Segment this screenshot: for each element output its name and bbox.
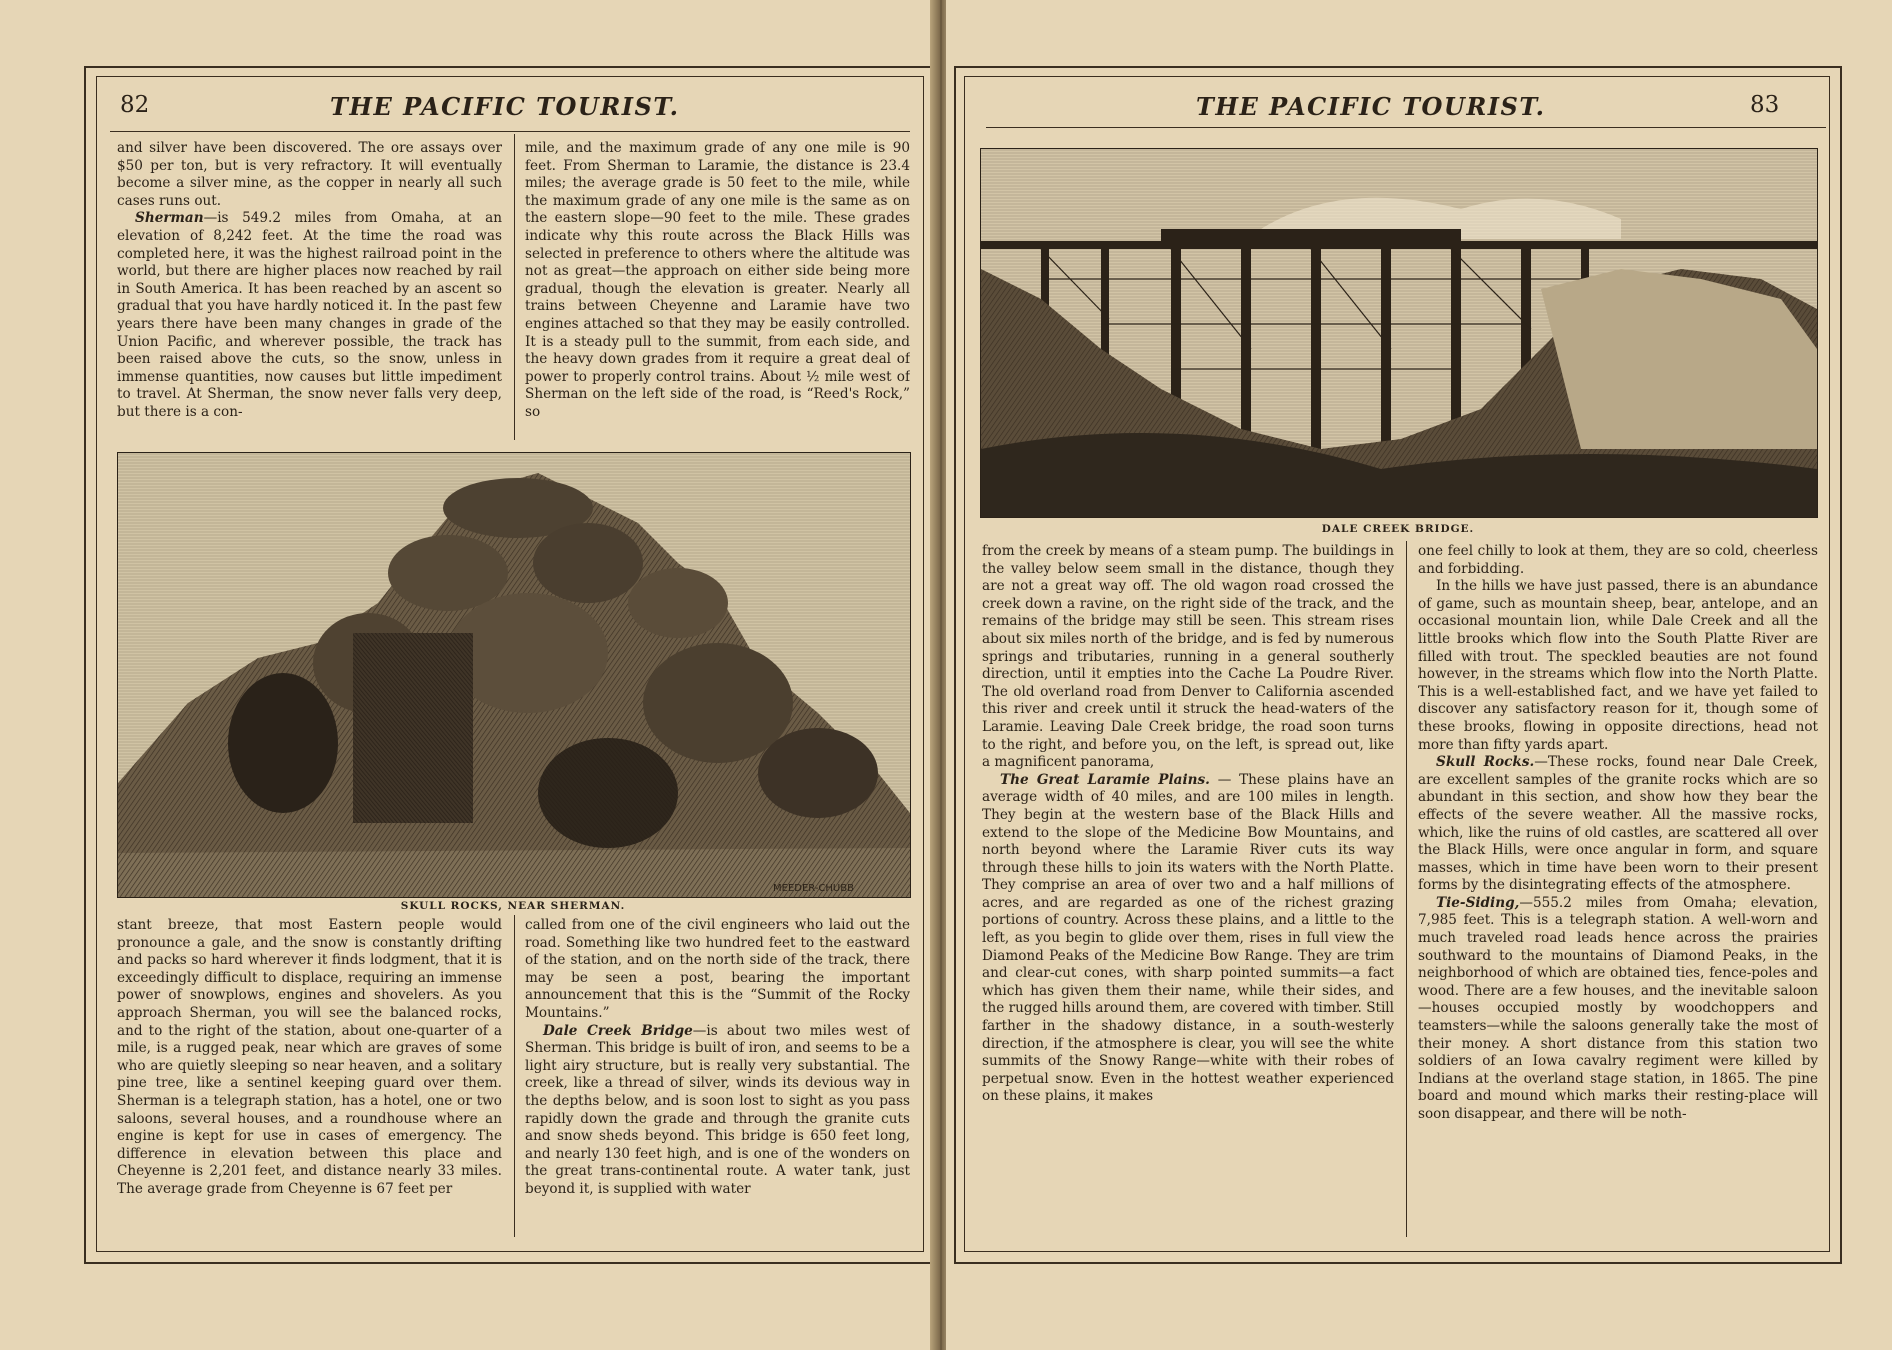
text-column [117, 140, 502, 440]
paragraph [525, 1023, 910, 1199]
paragraph-heading: Skull Rocks. [1436, 754, 1535, 771]
paragraph-text: —555.2 miles from Omaha; elevation, 7,985 feet. This is a telegraph station. A well-worn and much traveled road leads hence across the prairies southward to the mountains of Diamond Peaks, in the neighborhood of which are obtained ties, fence-poles and wood. There are a few houses, and the inevitable saloon—houses occupied mostly by woodchoppers and teamsters—while the saloons generally take the most of their money. A short distance from this station two soldiers of an Iowa cavalry regiment were killed by Indians at the overland stage station, in 1865. The pine board and mound which marks their resting-place will soon disappear, and there will be noth- [1418, 894, 1818, 1122]
paragraph [1418, 578, 1818, 754]
paragraph [117, 210, 502, 421]
page-number: 82 [120, 92, 150, 118]
paragraph-heading: The Great Laramie Plains. [1000, 771, 1210, 788]
paragraph-heading: Sherman [135, 210, 204, 227]
illustration-caption: SKULL ROCKS, NEAR SHERMAN. [400, 900, 626, 912]
text-column [525, 140, 910, 440]
skull-rocks-engraving [118, 453, 910, 897]
paragraph [1418, 543, 1818, 578]
column-rule [514, 134, 515, 440]
paragraph-text: In the hills we have just passed, there is an abundance of game, such as mountain sheep, bear, antelope, and an occasional mountain lion, while Dale Creek and all the little brooks which flow into the South Platte River are filled with trout. The speckled beauties are not found however, in the streams which flow into the North Platte. This is a well-established fact, and we have yet failed to discover any satisfactory reason for it, though some of these brooks, flowing in opposite directions, head not more than fifty yards apart. [1418, 578, 1818, 753]
paragraph-text: and silver have been discovered. The ore assays over $50 per ton, but is very refractory. It will eventually become a silver mine, as the copper in nearly all such cases runs out. [117, 140, 502, 209]
paragraph [525, 917, 910, 1023]
skull-rocks-illustration [117, 452, 911, 898]
column-rule [514, 915, 515, 1237]
text-column [982, 543, 1394, 1235]
paragraph-text: —is 549.2 miles from Omaha, at an elevation of 8,242 feet. At the time the road was completed here, it was the highest railroad point in the world, but there are higher places now reached by rail in South America. It has been reached by an ascent so gradual that you have hardly noticed it. In the past few years there have been many changes in grade of the Union Pacific, and wherever possible, the track has been raised above the cuts, so the snow, unless in immense quantities, now causes but little impediment to travel. At Sherman, the snow never falls very deep, but there is a con- [117, 210, 502, 420]
paragraph-text: called from one of the civil engineers who laid out the road. Something like two hundred feet to the eastward of the station, and on the north side of the track, there may be seen a post, bearing the important announcement that this is the “Summit of the Rocky Mountains.” [525, 917, 910, 1021]
page-number: 83 [1750, 92, 1780, 118]
paragraph-text: from the creek by means of a steam pump. The buildings in the valley below seem small in the distance, though they are not a great way off. The old wagon road crossed the creek down a ravine, on the right side of the track, and the remains of the bridge may still be seen. This stream rises about six miles north of the bridge, and is fed by numerous springs and tributaries, running in a general southerly direction, until it empties into the Cache La Poudre River. The old overland road from Denver to California ascended this river and creek until it struck the head-waters of the Laramie. Leaving Dale Creek bridge, the road soon turns to the right, and before you, on the left, is spread out, like a magnificent panorama, [982, 543, 1394, 771]
paragraph [982, 543, 1394, 772]
header-rule [110, 131, 910, 132]
text-column [1418, 543, 1818, 1235]
paragraph [1418, 754, 1818, 895]
header-rule [986, 127, 1826, 128]
running-head: THE PACIFIC TOURIST. [1196, 92, 1546, 121]
paragraph-heading: Dale Creek Bridge [543, 1022, 693, 1039]
paragraph-text: —is about two miles west of Sherman. This bridge is built of iron, and seems to be a light airy structure, but is really very substantial. The creek, like a thread of silver, winds its devious way in the depths below, and is soon lost to sight as you pass rapidly down the grade and through the granite cuts and snow sheds beyond. This bridge is 650 feet long, and nearly 130 feet high, and is one of the wonders on the great trans-continental route. A water tank, just beyond it, is supplied with water [525, 1022, 910, 1197]
paragraph-text: —These rocks, found near Dale Creek, are excellent samples of the granite rocks which are so abundant in this section, and show how they bear the effects of the severe weather. All the massive rocks, which, like the ruins of old castles, are scattered all over the Black Hills, were once angular in form, and square masses, which in time have been worn to their present forms by the disintegrating effects of the atmosphere. [1418, 754, 1818, 894]
right-page [946, 0, 1892, 1350]
paragraph-text: mile, and the maximum grade of any one mile is 90 feet. From Sherman to Laramie, the distance is 23.4 miles; the average grade is 50 feet to the mile, while the maximum grade of any one mile is the same as on the eastern slope—90 feet to the mile. These grades indicate why this route across the Black Hills was selected in preference to others where the altitude was not as great—the approach on either side being more gradual, though the elevation is greater. Nearly all trains between Cheyenne and Laramie have two engines attached so that they may be easily controlled. It is a steady pull to the summit, from each side, and the heavy down grades from it require a great deal of power to properly control trains. About ½ mile west of Sherman on the left side of the road, is “Reed's Rock,” so [525, 140, 910, 420]
text-column [117, 917, 502, 1235]
left-page [0, 0, 938, 1350]
paragraph-text: one feel chilly to look at them, they are so cold, cheerless and forbidding. [1418, 543, 1818, 577]
dale-creek-bridge-illustration [980, 148, 1818, 518]
paragraph [525, 140, 910, 422]
paragraph [117, 917, 502, 1199]
text-column [525, 917, 910, 1235]
paragraph [1418, 895, 1818, 1124]
illustration-caption: DALE CREEK BRIDGE. [1321, 523, 1475, 535]
paragraph-text: stant breeze, that most Eastern people would pronounce a gale, and the snow is constantly drifting and packs so hard wherever it finds lodgment, that it is exceedingly difficult to displace, requiring an immense power of snowplows, engines and shovelers. As you approach Sherman, you will see the balanced rocks, and to the right of the station, about one-quarter of a mile, is a rugged peak, near which are graves of some who are quietly sleeping so near heaven, and a solitary pine tree, like a sentinel keeping guard over them. Sherman is a telegraph station, has a hotel, one or two saloons, several houses, and a roundhouse where an engine is kept for use in cases of emergency. The difference in elevation between this place and Cheyenne is 2,201 feet, and distance nearly 33 miles. The average grade from Cheyenne is 67 feet per [117, 917, 502, 1197]
column-rule [1406, 541, 1407, 1237]
dale-creek-bridge-engraving [981, 149, 1817, 517]
paragraph-text: — These plains have an average width of 40 miles, and are 100 miles in length. They begin at the western base of the Black Hills and extend to the slope of the Medicine Bow Mountains, and north beyond where the Laramie River cuts its way through these hills to join its waters with the North Platte. They comprise an area of over two and a half millions of acres, and are regarded as one of the richest grazing portions of country. Across these plains, and a little to the left, as you begin to glide over them, rises in full view the Diamond Peaks of the Medicine Bow Range. They are trim and clear-cut cones, with sharp pointed summits—a fact which has given them their name, while their sides, and the rugged hills around them, are covered with timber. Still farther in the shadowy distance, in a south-westerly direction, if the atmosphere is clear, you will see the white summits of the Snowy Range—white with their robes of perpetual snow. Even in the hottest weather experienced on these plains, it makes [982, 771, 1394, 1105]
paragraph [982, 772, 1394, 1106]
engraver-signature: MEEDER-CHUBB [773, 883, 854, 894]
paragraph-heading: Tie-Siding, [1436, 894, 1520, 911]
paragraph [117, 140, 502, 210]
running-head: THE PACIFIC TOURIST. [330, 92, 680, 121]
